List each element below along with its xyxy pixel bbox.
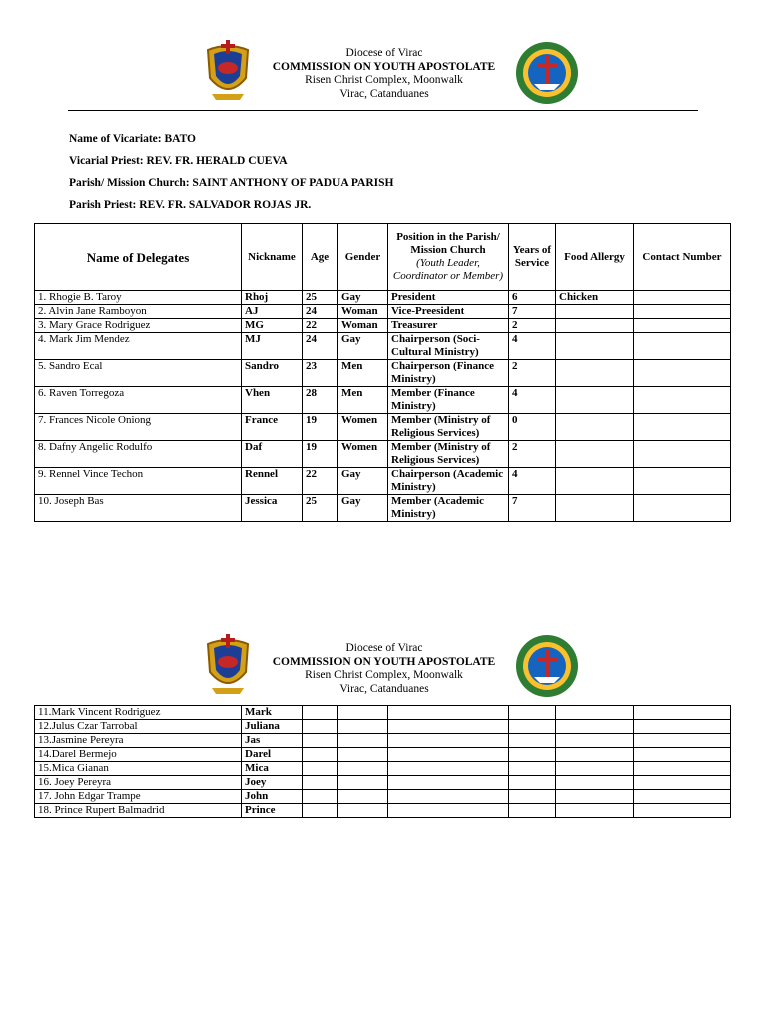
header-position-note: (Youth Leader, Coordinator or Member) (392, 257, 504, 282)
delegate-food-allergy (556, 360, 634, 387)
empty-cell (634, 748, 731, 762)
empty-cell (303, 748, 338, 762)
table-row (35, 291, 731, 305)
empty-cell (303, 734, 338, 748)
empty-cell (388, 762, 509, 776)
delegate-name: 14.Darel Bermejo (35, 748, 242, 762)
delegate-nickname: Jessica (242, 495, 303, 522)
empty-cell (556, 720, 634, 734)
delegate-contact (634, 468, 731, 495)
delegate-name: 1. Rhogie B. Taroy (35, 291, 242, 305)
empty-cell (303, 790, 338, 804)
table-row (35, 706, 731, 720)
delegate-position: Member (Finance Ministry) (388, 387, 509, 414)
delegate-nickname: Jas (242, 734, 303, 748)
delegate-gender: Men (338, 387, 388, 414)
address-line-2: Virac, Catanduanes (339, 87, 429, 100)
delegate-position: Treasurer (388, 319, 509, 333)
table-row (35, 333, 731, 360)
delegate-gender: Woman (338, 305, 388, 319)
delegate-years: 0 (509, 414, 556, 441)
empty-cell (556, 804, 634, 818)
delegates-table (34, 223, 731, 522)
address-line-1: Risen Christ Complex, Moonwalk (305, 669, 463, 681)
delegate-position: Member (Academic Ministry) (388, 495, 509, 522)
empty-cell (388, 720, 509, 734)
delegate-years: 7 (509, 305, 556, 319)
delegate-contact (634, 305, 731, 319)
delegate-gender: Gay (338, 291, 388, 305)
commission-name: COMMISSION ON YOUTH APOSTOLATE (272, 60, 496, 73)
empty-cell (338, 790, 388, 804)
empty-cell (303, 706, 338, 720)
delegate-food-allergy (556, 414, 634, 441)
table-row (35, 495, 731, 522)
delegate-gender: Gay (338, 495, 388, 522)
empty-cell (338, 734, 388, 748)
header-age: Age (303, 224, 338, 291)
address-line-2: Virac, Catanduanes (339, 682, 429, 695)
delegate-food-allergy (556, 387, 634, 414)
empty-cell (509, 720, 556, 734)
delegate-name: 8. Dafny Angelic Rodulfo (35, 441, 242, 468)
delegate-years: 4 (509, 333, 556, 360)
vicarial-priest-line: Vicarial Priest: REV. FR. HERALD CUEVA (69, 155, 288, 167)
empty-cell (338, 706, 388, 720)
empty-cell (509, 734, 556, 748)
header-divider (68, 110, 698, 111)
delegate-food-allergy (556, 319, 634, 333)
delegate-food-allergy (556, 441, 634, 468)
delegate-years: 2 (509, 319, 556, 333)
delegate-years: 2 (509, 441, 556, 468)
vicariate-line: Name of Vicariate: BATO (69, 133, 197, 145)
table-row (35, 804, 731, 818)
delegate-contact (634, 333, 731, 360)
delegate-position: Chairperson (Academic Ministry) (388, 468, 509, 495)
delegate-name: 11.Mark Vincent Rodriguez (35, 706, 242, 720)
delegate-name: 12.Julus Czar Tarrobal (35, 720, 242, 734)
delegate-contact (634, 319, 731, 333)
delegate-name: 6. Raven Torregoza (35, 387, 242, 414)
delegate-age: 24 (303, 305, 338, 319)
empty-cell (388, 748, 509, 762)
empty-cell (634, 804, 731, 818)
commission-name: COMMISSION ON YOUTH APOSTOLATE (272, 655, 496, 668)
delegate-food-allergy (556, 333, 634, 360)
header-years: Years of Service (509, 224, 556, 291)
delegate-nickname: Joey (242, 776, 303, 790)
delegates-table-continued (34, 705, 731, 818)
header-contact: Contact Number (634, 224, 731, 291)
table-row (35, 319, 731, 333)
empty-cell (556, 706, 634, 720)
empty-cell (338, 720, 388, 734)
delegate-name: 15.Mica Gianan (35, 762, 242, 776)
delegate-name: 16. Joey Pereyra (35, 776, 242, 790)
delegate-position: Chairperson (Soci-Cultural Ministry) (388, 333, 509, 360)
empty-cell (509, 790, 556, 804)
delegate-years: 4 (509, 468, 556, 495)
empty-cell (556, 748, 634, 762)
delegate-nickname: MJ (242, 333, 303, 360)
letterhead (264, 47, 504, 101)
delegate-food-allergy (556, 495, 634, 522)
delegate-age: 25 (303, 291, 338, 305)
delegate-name: 10. Joseph Bas (35, 495, 242, 522)
delegate-position: Vice-Preesident (388, 305, 509, 319)
delegate-contact (634, 414, 731, 441)
empty-cell (634, 706, 731, 720)
empty-cell (388, 776, 509, 790)
delegate-years: 7 (509, 495, 556, 522)
delegate-years: 2 (509, 360, 556, 387)
delegate-nickname: Mica (242, 762, 303, 776)
empty-cell (634, 790, 731, 804)
table-row (35, 748, 731, 762)
delegate-nickname: Darel (242, 748, 303, 762)
header-nickname: Nickname (242, 224, 303, 291)
delegate-nickname: France (242, 414, 303, 441)
delegate-name: 5. Sandro Ecal (35, 360, 242, 387)
empty-cell (303, 720, 338, 734)
empty-cell (303, 762, 338, 776)
empty-cell (388, 790, 509, 804)
delegate-age: 23 (303, 360, 338, 387)
empty-cell (509, 804, 556, 818)
header-gender: Gender (338, 224, 388, 291)
address-line-1: Risen Christ Complex, Moonwalk (305, 74, 463, 86)
delegate-gender: Women (338, 414, 388, 441)
delegate-nickname: Prince (242, 804, 303, 818)
empty-cell (634, 776, 731, 790)
empty-cell (388, 734, 509, 748)
delegate-name: 3. Mary Grace Rodriguez (35, 319, 242, 333)
delegate-age: 24 (303, 333, 338, 360)
delegate-name: 2. Alvin Jane Ramboyon (35, 305, 242, 319)
delegate-position: Chairperson (Finance Ministry) (388, 360, 509, 387)
diocese-name: Diocese of Virac (345, 642, 423, 654)
empty-cell (634, 734, 731, 748)
delegate-nickname: Rhoj (242, 291, 303, 305)
delegate-nickname: Sandro (242, 360, 303, 387)
delegate-nickname: Mark (242, 706, 303, 720)
empty-cell (509, 748, 556, 762)
delegate-nickname: Rennel (242, 468, 303, 495)
delegate-food-allergy (556, 305, 634, 319)
empty-cell (338, 748, 388, 762)
delegate-food-allergy: Chicken (556, 291, 634, 305)
delegate-name: 13.Jasmine Pereyra (35, 734, 242, 748)
delegate-name: 17. John Edgar Trampe (35, 790, 242, 804)
delegate-contact (634, 387, 731, 414)
youth-commission-seal-icon (514, 633, 580, 699)
delegate-age: 19 (303, 441, 338, 468)
delegate-gender: Women (338, 441, 388, 468)
delegate-nickname: Vhen (242, 387, 303, 414)
letterhead-page-2 (264, 642, 504, 696)
empty-cell (634, 720, 731, 734)
empty-cell (509, 762, 556, 776)
delegate-gender: Gay (338, 333, 388, 360)
delegate-years: 4 (509, 387, 556, 414)
delegate-name: 4. Mark Jim Mendez (35, 333, 242, 360)
table-row (35, 305, 731, 319)
empty-cell (303, 776, 338, 790)
delegate-age: 22 (303, 319, 338, 333)
diocese-crest-icon (202, 38, 254, 104)
empty-cell (556, 790, 634, 804)
delegate-name: 7. Frances Nicole Oniong (35, 414, 242, 441)
delegate-years: 6 (509, 291, 556, 305)
empty-cell (303, 804, 338, 818)
delegate-contact (634, 441, 731, 468)
delegate-age: 28 (303, 387, 338, 414)
empty-cell (634, 762, 731, 776)
delegate-nickname: Juliana (242, 720, 303, 734)
delegate-name: 18. Prince Rupert Balmadrid (35, 804, 242, 818)
header-name: Name of Delegates (35, 224, 242, 291)
delegate-age: 19 (303, 414, 338, 441)
diocese-crest-icon (202, 632, 254, 698)
empty-cell (388, 804, 509, 818)
table-row (35, 414, 731, 441)
table-row (35, 468, 731, 495)
delegate-nickname: MG (242, 319, 303, 333)
empty-cell (338, 762, 388, 776)
empty-cell (556, 776, 634, 790)
delegate-position: Member (Ministry of Religious Services) (388, 414, 509, 441)
diocese-name: Diocese of Virac (345, 47, 423, 59)
table-row (35, 734, 731, 748)
table-row (35, 720, 731, 734)
delegate-nickname: John (242, 790, 303, 804)
table-row (35, 360, 731, 387)
table-row (35, 441, 731, 468)
delegate-position: President (388, 291, 509, 305)
delegate-gender: Woman (338, 319, 388, 333)
parish-line: Parish/ Mission Church: SAINT ANTHONY OF PADUA PARISH (69, 177, 394, 189)
table-row (35, 762, 731, 776)
delegate-gender: Gay (338, 468, 388, 495)
table-row (35, 790, 731, 804)
delegate-gender: Men (338, 360, 388, 387)
parish-priest-line: Parish Priest: REV. FR. SALVADOR ROJAS JR. (69, 199, 312, 211)
delegate-name: 9. Rennel Vince Techon (35, 468, 242, 495)
empty-cell (556, 734, 634, 748)
delegate-food-allergy (556, 468, 634, 495)
delegate-nickname: Daf (242, 441, 303, 468)
delegate-contact (634, 495, 731, 522)
empty-cell (556, 762, 634, 776)
header-position-title: Position in the Parish/ Mission Church (396, 231, 500, 256)
empty-cell (509, 706, 556, 720)
delegate-position: Member (Ministry of Religious Services) (388, 441, 509, 468)
delegate-contact (634, 291, 731, 305)
empty-cell (338, 776, 388, 790)
delegate-nickname: AJ (242, 305, 303, 319)
youth-commission-seal-icon (514, 40, 580, 106)
table-row (35, 387, 731, 414)
header-position (388, 224, 509, 291)
delegate-age: 25 (303, 495, 338, 522)
header-allergy: Food Allergy (556, 224, 634, 291)
empty-cell (338, 804, 388, 818)
table-row (35, 776, 731, 790)
empty-cell (509, 776, 556, 790)
delegate-age: 22 (303, 468, 338, 495)
delegate-contact (634, 360, 731, 387)
empty-cell (388, 706, 509, 720)
table-header-row (35, 224, 731, 291)
